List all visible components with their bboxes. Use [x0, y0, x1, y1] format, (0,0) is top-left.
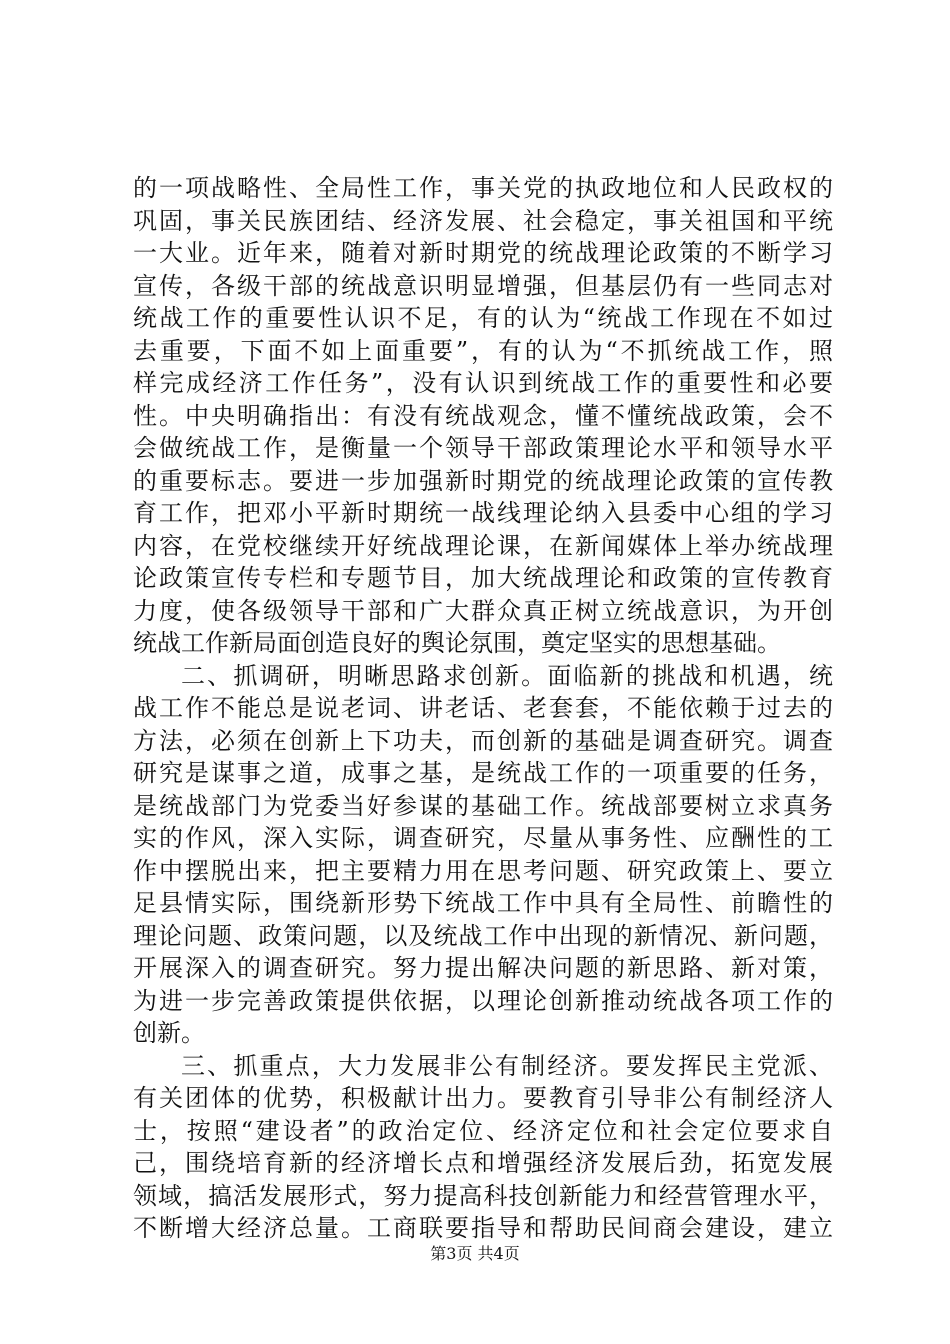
- text-line: 统战工作新局面创造良好的舆论氛围，奠定坚实的思想基础。: [133, 629, 781, 657]
- text-line: 创新。: [133, 1019, 205, 1047]
- text-line: 二、抓调研，明晰思路求创新。面临新的挑战和机遇，统: [181, 661, 833, 690]
- text-line: 战工作不能总是说老词、讲老话、老套套，不能依赖于过去的: [133, 694, 833, 722]
- text-line: 己，围绕培育新的经济增长点和增强经济发展后劲，拓宽发展: [133, 1149, 833, 1177]
- text-line: 巩固，事关民族团结、经济发展、社会稳定，事关祖国和平统: [133, 206, 833, 235]
- text-line: 统战工作的重要性认识不足，有的认为“统战工作现在不如过: [133, 304, 833, 332]
- text-line: 去重要，下面不如上面重要”，有的认为“不抓统战工作，照: [133, 336, 833, 365]
- page-footer: 第3页 共4页: [430, 1244, 520, 1263]
- text-line: 性。中央明确指出：有没有统战观念，懂不懂统战政策，会不: [133, 401, 833, 430]
- text-line: 足县情实际，围绕新形势下统战工作中具有全局性、前瞻性的: [133, 889, 833, 917]
- text-line: 内容，在党校继续开好统战理论课，在新闻媒体上举办统战理: [133, 531, 833, 560]
- text-line: 领域，搞活发展形式，努力提高科技创新能力和经营管理水平，: [133, 1181, 833, 1210]
- text-line: 是统战部门为党委当好参谋的基础工作。统战部要树立求真务: [133, 791, 833, 820]
- text-line: 论政策宣传专栏和专题节目，加大统战理论和政策的宣传教育: [133, 564, 833, 592]
- text-line: 力度，使各级领导干部和广大群众真正树立统战意识，为开创: [133, 596, 833, 625]
- text-line: 作中摆脱出来，把主要精力用在思考问题、研究政策上、要立: [133, 856, 833, 885]
- text-line: 士，按照“建设者”的政治定位、经济定位和社会定位要求自: [133, 1116, 833, 1145]
- text-line: 不断增大经济总量。工商联要指导和帮助民间商会建设，建立: [133, 1214, 833, 1242]
- document-body: [133, 172, 833, 1245]
- text-line: 三、抓重点，大力发展非公有制经济。要发挥民主党派、: [181, 1051, 833, 1080]
- text-line: 会做统战工作，是衡量一个领导干部政策理论水平和领导水平: [133, 434, 833, 462]
- text-line: 为进一步完善政策提供依据，以理论创新推动统战各项工作的: [133, 986, 833, 1015]
- text-line: 实的作风，深入实际，调查研究，尽量从事务性、应酬性的工: [133, 824, 833, 852]
- text-line: 样完成经济工作任务”，没有认识到统战工作的重要性和必要: [133, 369, 833, 397]
- text-line: 的一项战略性、全局性工作，事关党的执政地位和人民政权的: [133, 174, 833, 202]
- text-line: 宣传，各级干部的统战意识明显增强，但基层仍有一些同志对: [133, 271, 833, 300]
- text-line: 研究是谋事之道，成事之基，是统战工作的一项重要的任务，: [133, 759, 833, 787]
- text-line: 理论问题、政策问题，以及统战工作中出现的新情况、新问题，: [133, 921, 833, 950]
- text-line: 的重要标志。要进一步加强新时期党的统战理论政策的宣传教: [133, 466, 833, 495]
- text-line: 一大业。近年来，随着对新时期党的统战理论政策的不断学习: [133, 239, 833, 267]
- text-line: 开展深入的调查研究。努力提出解决问题的新思路、新对策，: [133, 954, 833, 982]
- text-line: 方法，必须在创新上下功夫，而创新的基础是调查研究。调查: [133, 726, 833, 755]
- text-line: 育工作，把邓小平新时期统一战线理论纳入县委中心组的学习: [133, 499, 833, 527]
- text-line: 有关团体的优势，积极献计出力。要教育引导非公有制经济人: [133, 1084, 833, 1112]
